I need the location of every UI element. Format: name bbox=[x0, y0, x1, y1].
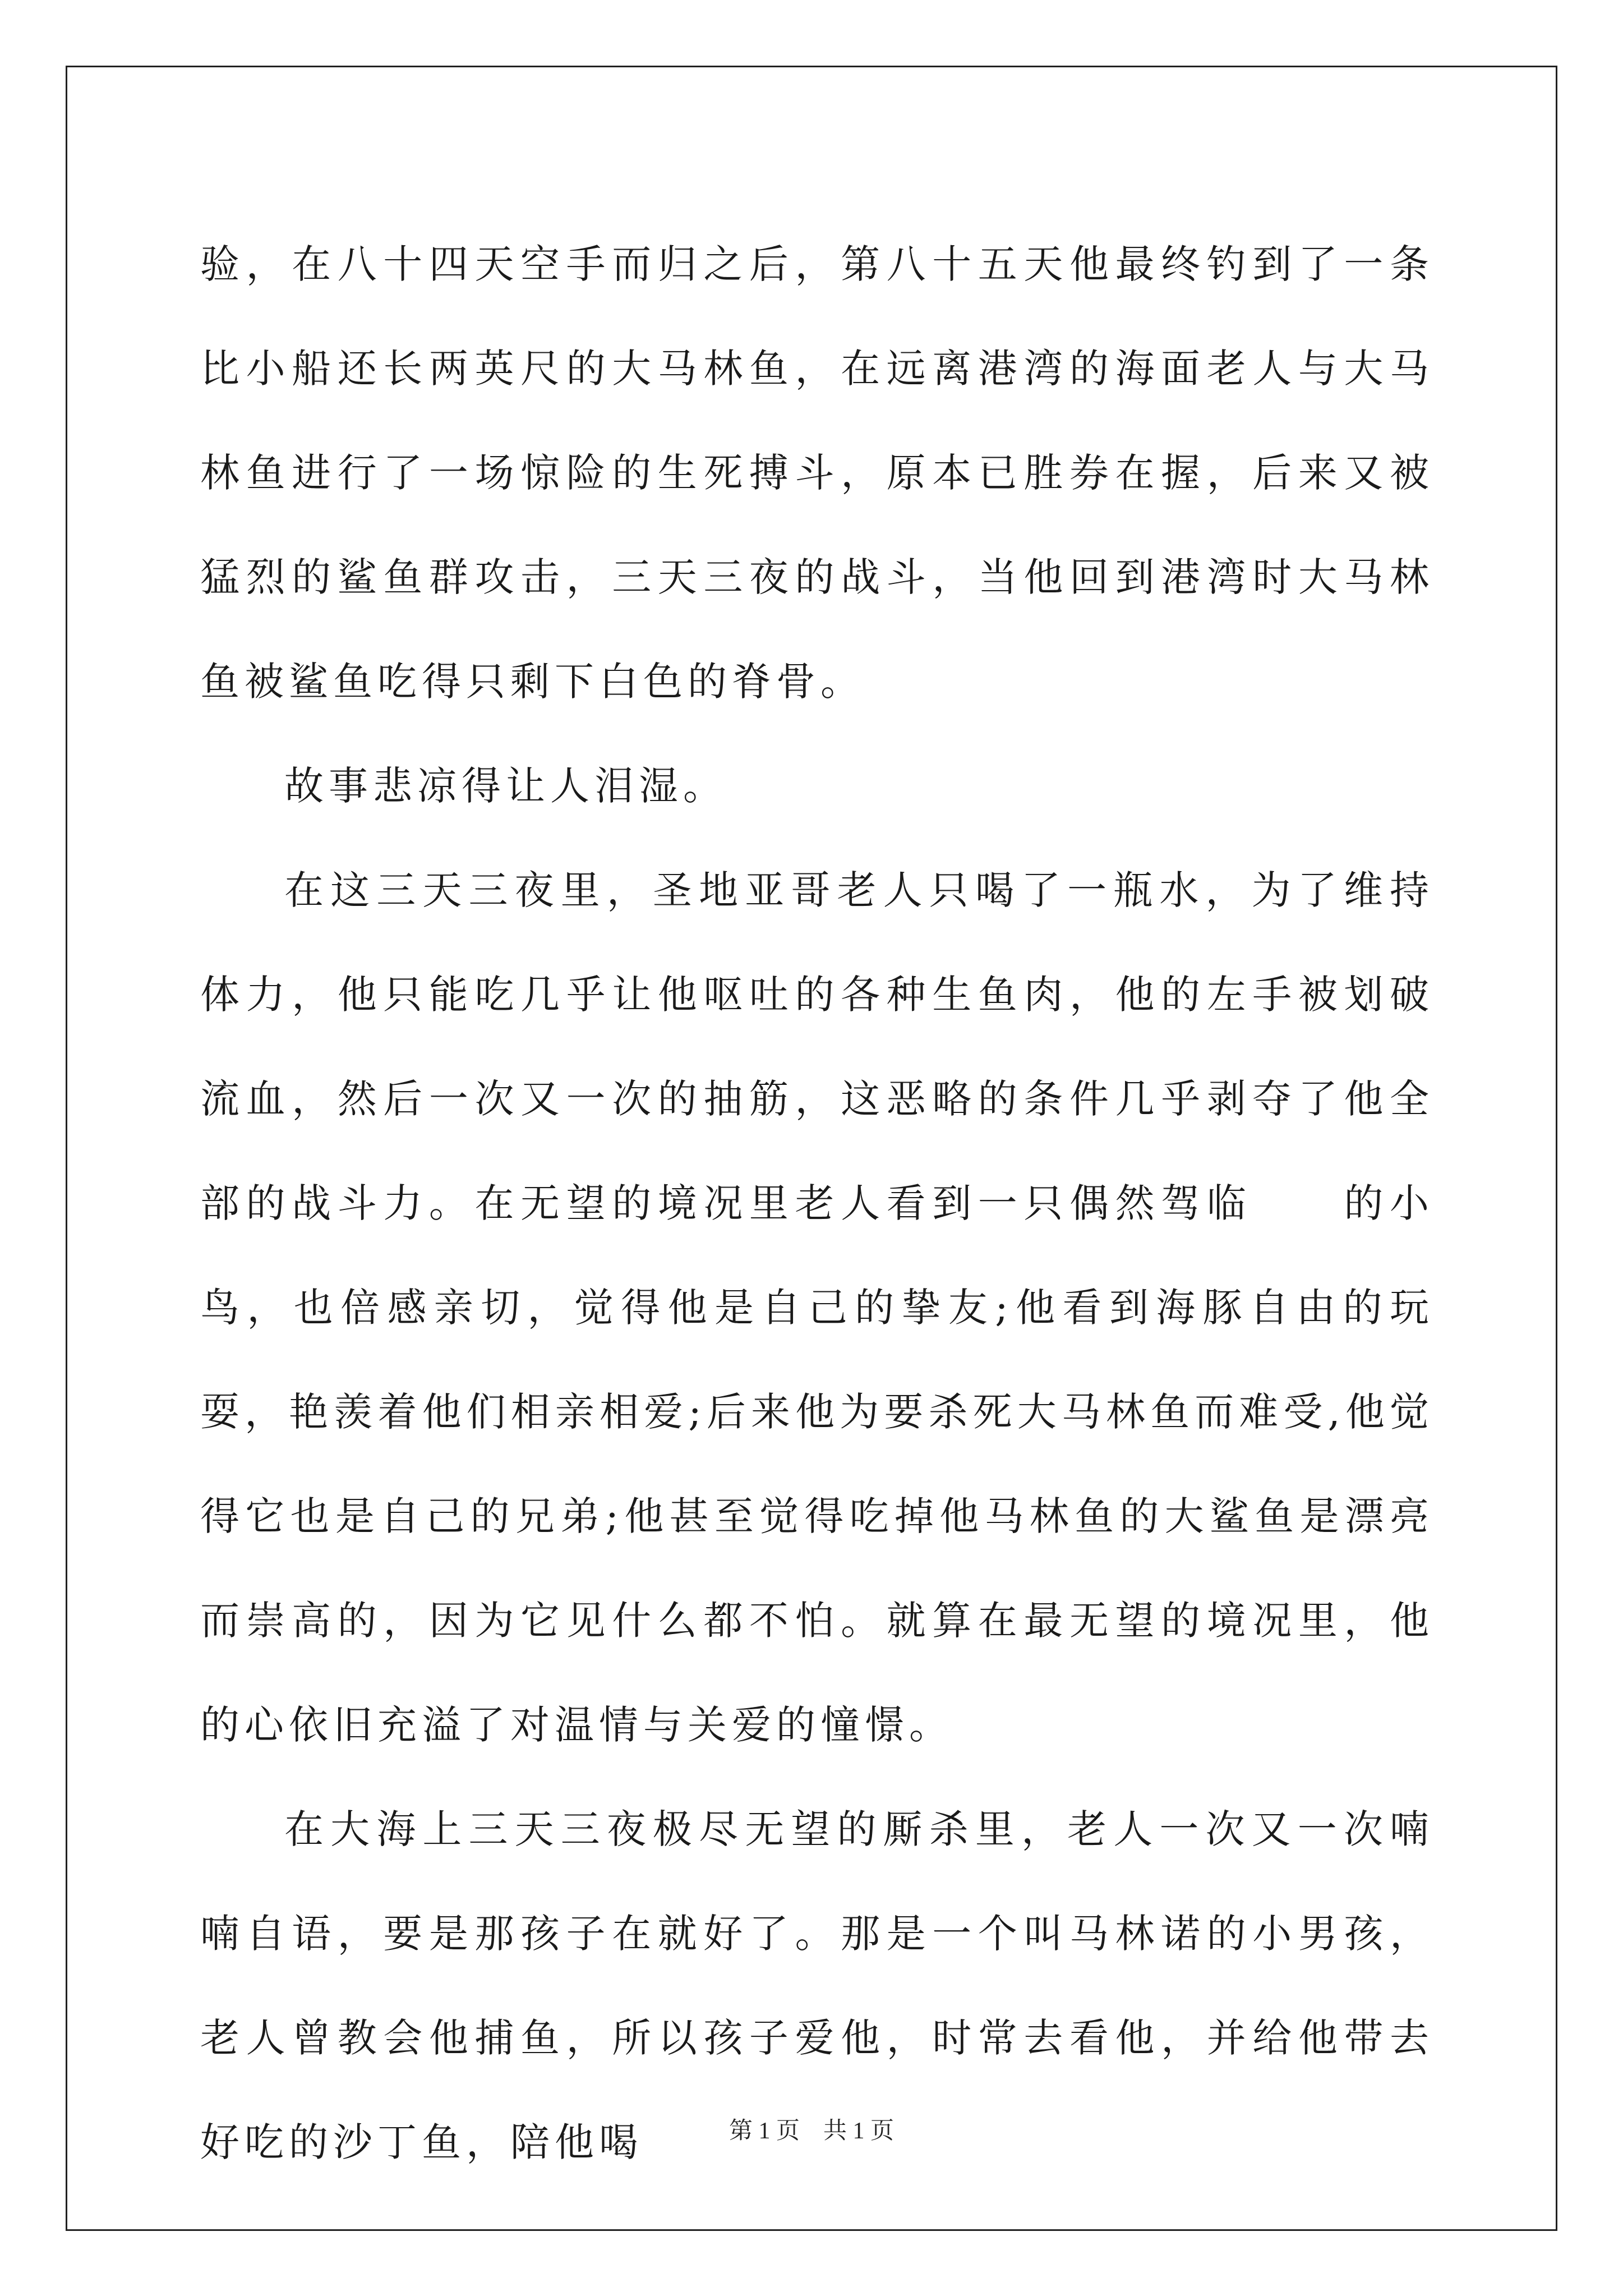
document-body bbox=[200, 212, 1434, 2194]
paragraph: 故事悲凉得让人泪湿。 bbox=[284, 763, 727, 809]
paragraph: 在大海上三天三夜极尽无望的厮杀里，老人一次又一次喃喃自语，要是那孩子在就好了。那是一个叫马林诺的小男孩，老人曾教会他捕鱼，所以孩子爱他，时常去看他，并给他带去好吃的沙丁鱼，陪他喝 bbox=[200, 1806, 1434, 2165]
page-footer bbox=[0, 2112, 1623, 2146]
page-number: 第 1 页 共 1 页 bbox=[728, 2118, 894, 2144]
paragraph: 在这三天三夜里，圣地亚哥老人只喝了一瓶水，为了维持体力，他只能吃几乎让他呕吐的各种生鱼肉，他的左手被划破流血，然后一次又一次的抽筋，这恶略的条件几乎剥夺了他全部的战斗力。在无望的境况里老人看到一只偶然驾临 的小鸟，也倍感亲切，觉得他是自己的挚友;他看到海豚自由的玩耍，艳羡着他们相亲相爱;后来他为要杀死大马林鱼而难受,他觉得它也是自己的兄弟;他甚至觉得吃掉他马林鱼的大鲨鱼是漂亮而崇高的，因为它见什么都不怕。就算在最无望的境况里，他的心依旧充溢了对温情与关爱的憧憬。 bbox=[200, 867, 1434, 1748]
paragraph-continued: 验，在八十四天空手而归之后，第八十五天他最终钓到了一条比小船还长两英尺的大马林鱼，在远离港湾的海面老人与大马林鱼进行了一场惊险的生死搏斗，原本已胜券在握，后来又被猛烈的鲨鱼群攻击，三天三夜的战斗，当他回到港湾时大马林鱼被鲨鱼吃得只剩下白色的脊骨。 bbox=[200, 241, 1434, 705]
